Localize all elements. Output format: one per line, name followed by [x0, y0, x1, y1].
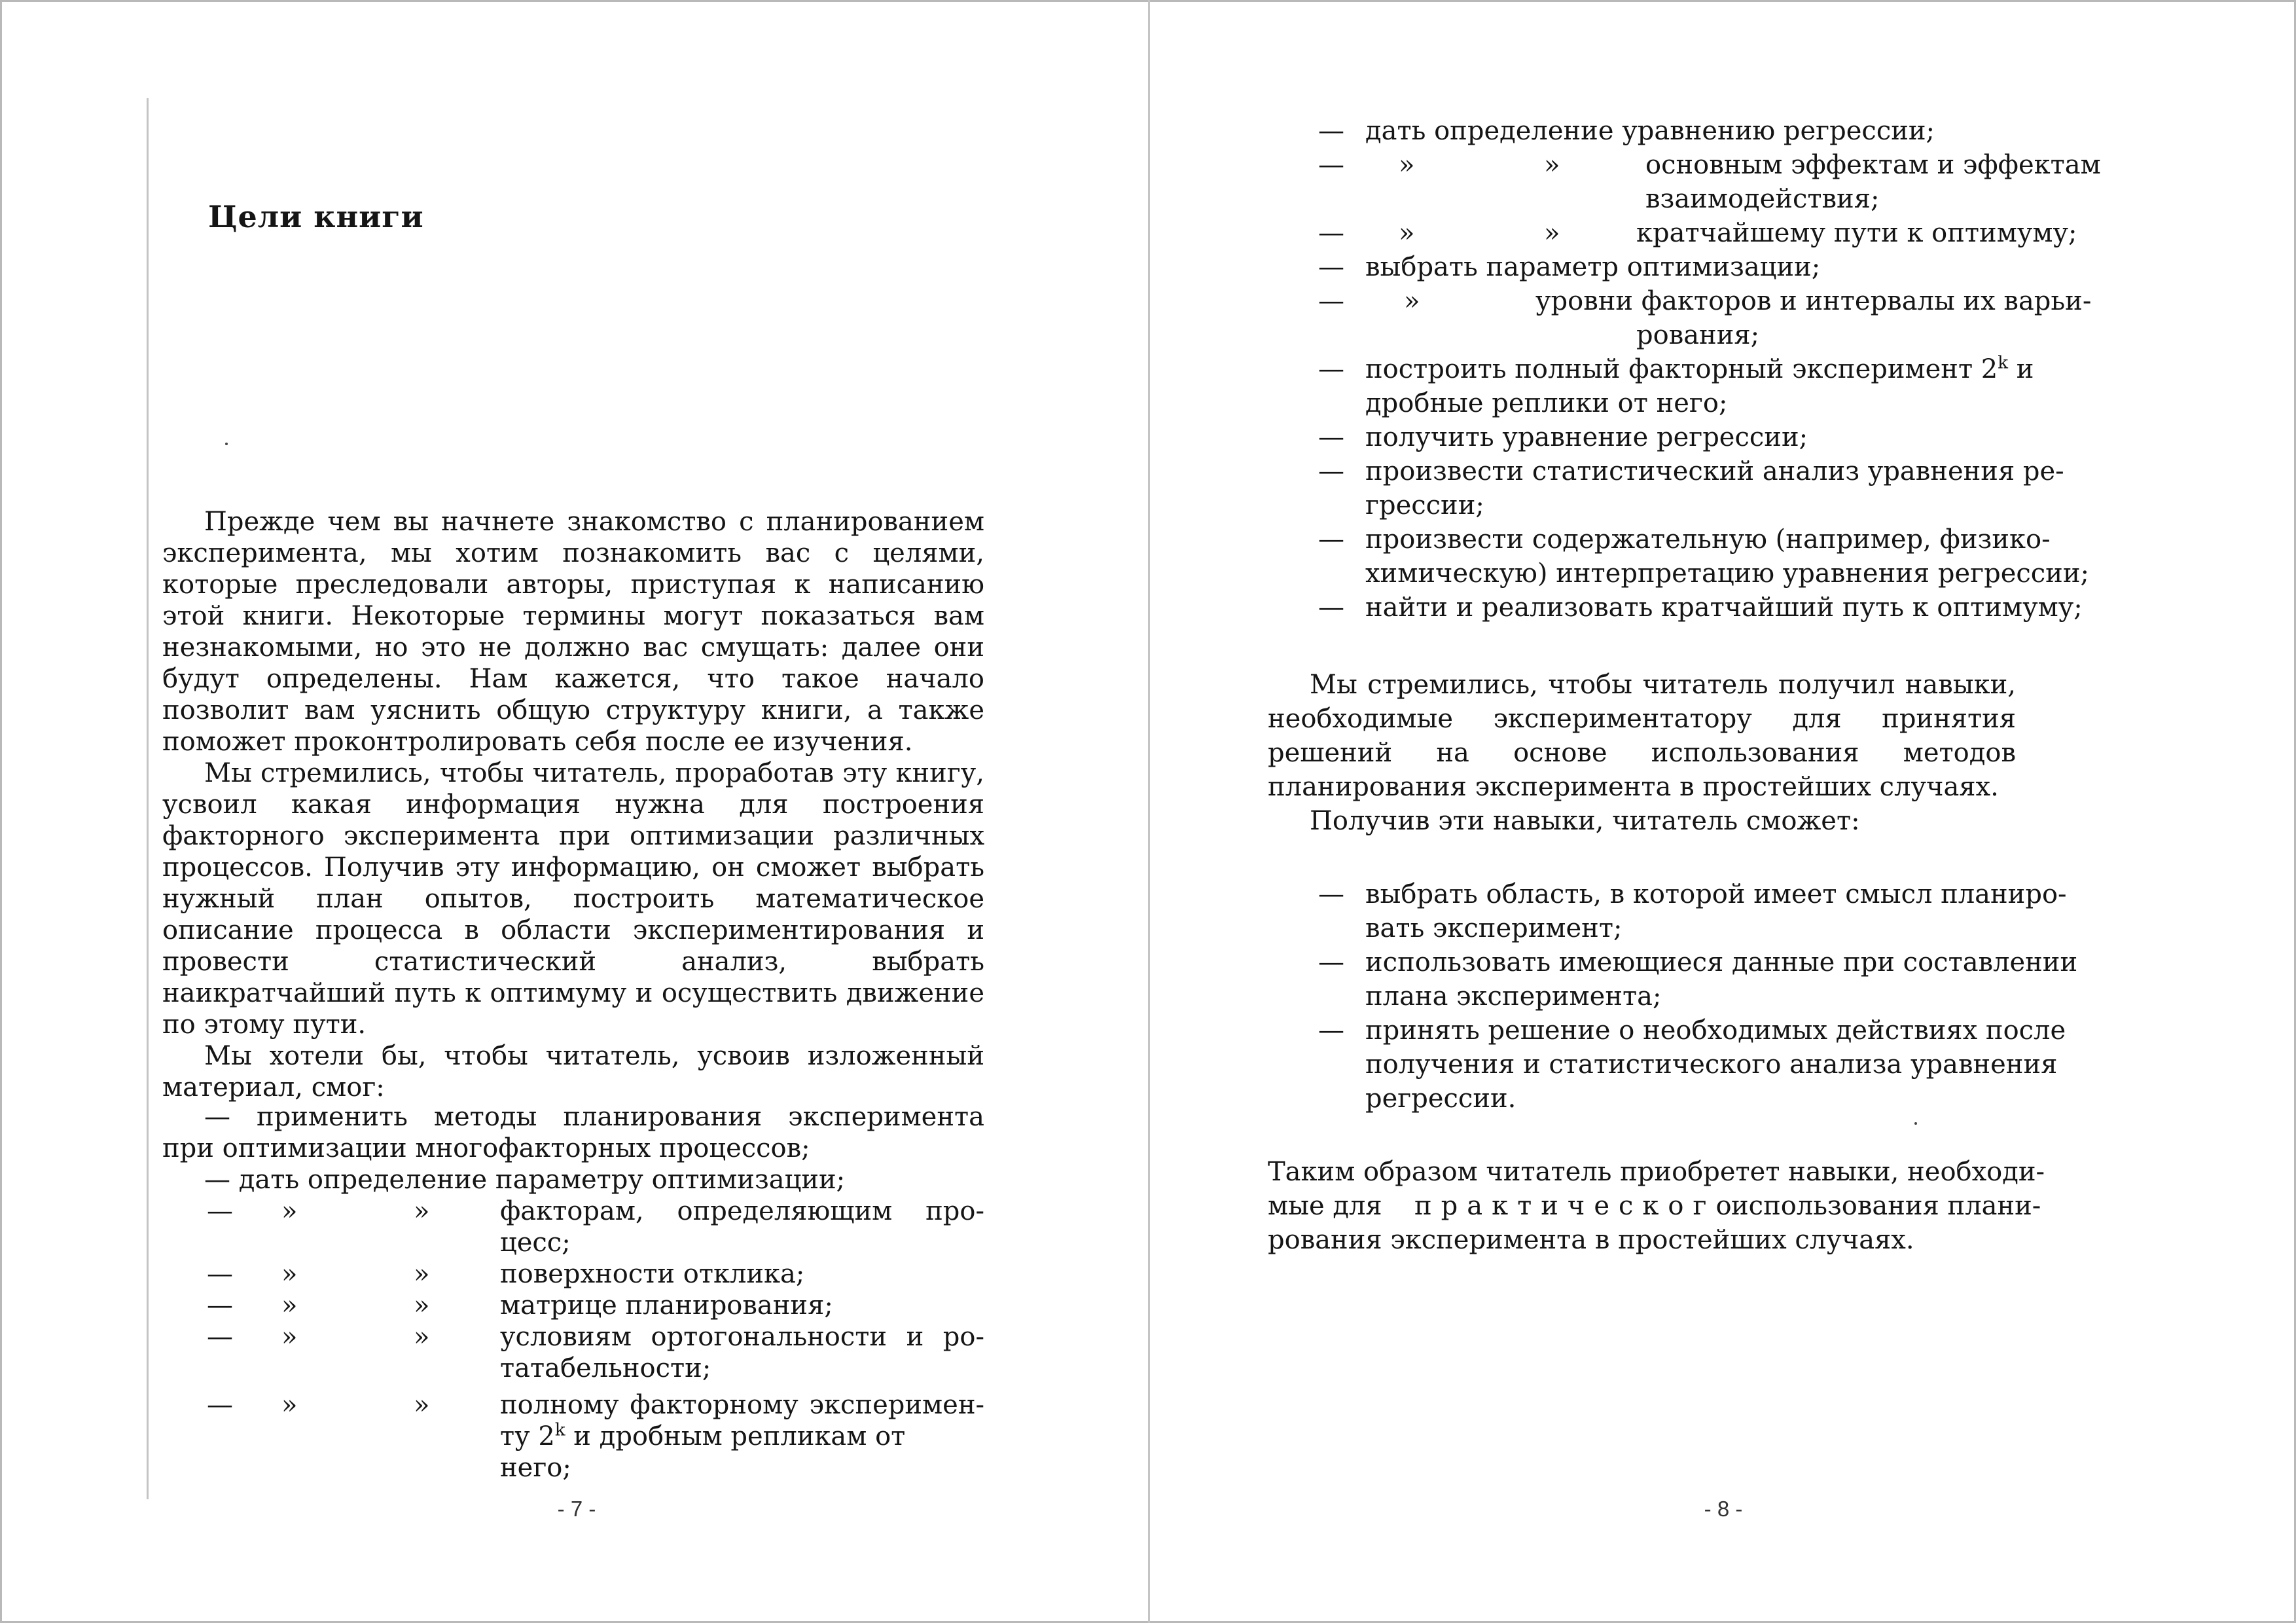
goals-list: — применить методы планирования эксперимента при оптимизации многофакторных процессов; — дать определение параметру оптимизации; — » » факторам, определяющим про- цесс; — » » поверхности отклика; — » » матрице планирования; — » » условиям ортогональности и ро- татабельности; — » » полному факторному эксперимен- ту 2$^k$ и дробным репликам от него; [162, 1102, 984, 1483]
page-number: - 8 - [1704, 1497, 1743, 1521]
chapter-title: Цели книги [208, 199, 424, 234]
page-right [1150, 0, 2296, 1623]
paragraph: Мы стремились, чтобы читатель получил навыки, необходимые экспериментатору для принятия решений на основе использования методов планирования эксперимента в простейших случаях. Получив эти навыки, читатель сможет: [1268, 668, 2016, 838]
intro-paragraph: Мы стремились, чтобы читатель, проработав эту книгу, усвоил какая информация нужна для построения факторного эксперимента при оптимизации различных процессов. Получив эту информацию, он сможет выбрать нужный план опытов, построить математическое описание процесса в области экспериментирования и провести статистический анализ, выбрать наикратчайший путь к оптимуму и осуществить движение по этому пути. [162, 758, 984, 1040]
intro-paragraph: Мы хотели бы, чтобы читатель, усвоив изложенный материал, смог: [162, 1041, 984, 1103]
paragraph: Получив эти навыки, читатель сможет: [1310, 806, 1860, 836]
scan-speck [1914, 1122, 1917, 1125]
right-content: — дать определение уравнению регрессии; — » » основным эффектам и эффектам взаимодействия; — » » кратчайшему пути к оптимуму; — выбрать параметр оптимизации; — » уровни факторов и интервалы их варьи- рования; — построить полный факторный эксперимент 2$^k$ и дробные реплики от него; — получить уравнение регрессии; — произвести статистический анализ уравнения ре- грессии; — произвести содержательную (например, физико- химическую) интерпретацию уравнения регрессии; — найти и реализовать кратчайший путь к оптимуму; Мы стремились, чтобы читатель получил навыки, необходимые экспериментатору для принятия решений на основе использования методов планирования эксперимента в простейших случаях. Получив эти навыки, читатель сможет: — выбрать область, в которой имеет смысл планиро- вать эксперимент; — использовать имеющиеся данные при составлении плана эксперимента; — принять решение о необходимых действиях после получения и статистического анализа уравнения регрессии. Таким образом читатель приобретет навыки, необходи- мые для практического использования плани- рования эксперимента в простейших случаях. [1268, 116, 2101, 1255]
scan-speck [225, 443, 228, 445]
list-item: — применить методы планирования эксперимента [204, 1102, 984, 1132]
intro-paragraph: Прежде чем вы начнете знакомство с планированием эксперимента, мы хотим познакомить вас с целями, которые преследовали авторы, приступая к написанию этой книги. Некоторые термины могут показаться вам незнакомыми, но это не должно вас смущать: далее они будут определены. Нам кажется, что такое начало позволит вам уяснить общую структуру книги, а также поможет проконтролировать себя после ее изучения. [162, 507, 984, 757]
page-number: - 7 - [557, 1497, 596, 1521]
conclusion-line: мые для практического использования плани- [1268, 1191, 2041, 1221]
intro-text [162, 506, 984, 1103]
